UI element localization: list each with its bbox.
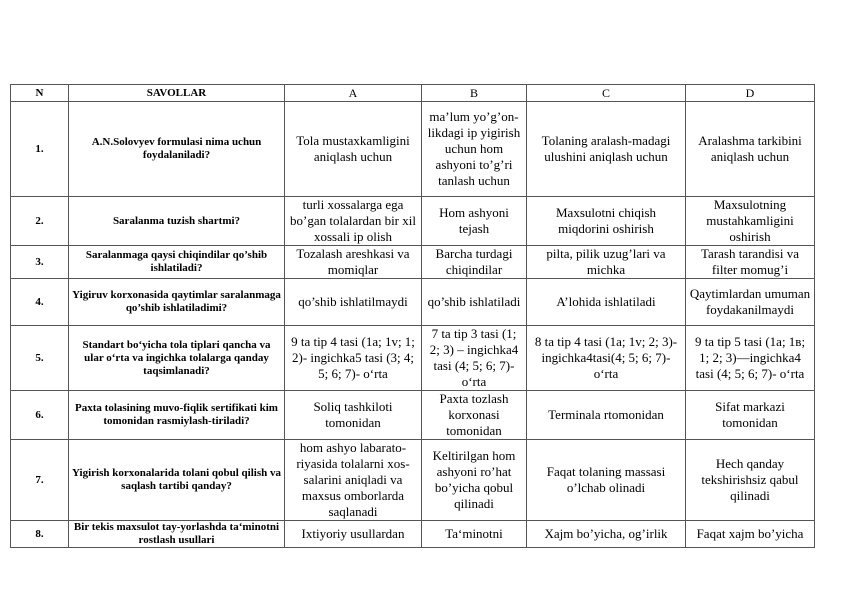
row-number: 7. <box>11 440 69 521</box>
answer-a: hom ashyo labarato-riyasida tolalarni xos-salarini aniqladi va maxsus omborlarda saqlanadi <box>285 440 422 521</box>
answer-d: Maxsulotning mustahkamligini oshirish <box>686 197 815 246</box>
question-text: A.N.Solovyev formulasi nima uchun foydalaniladi? <box>69 102 285 197</box>
question-text: Yigiruv korxonasida qaytimlar saralanmaga qo’shib ishlatiladimi? <box>69 279 285 326</box>
answer-c: Tolaning aralash-madagi ulushini aniqlash uchun <box>527 102 686 197</box>
answer-c: pilta, pilik uzug’lari va michka <box>527 246 686 279</box>
answer-a: turli xossalarga ega bo’gan tolalardan bir xil xossali ip olish <box>285 197 422 246</box>
answer-d: Qaytimlardan umuman foydakanilmaydi <box>686 279 815 326</box>
answer-b: qo’shib ishlatiladi <box>422 279 527 326</box>
answer-a: qo’shib ishlatilmaydi <box>285 279 422 326</box>
row-number: 4. <box>11 279 69 326</box>
answer-b: Hom ashyoni tejash <box>422 197 527 246</box>
answer-b: Barcha turdagi chiqindilar <box>422 246 527 279</box>
row-number: 2. <box>11 197 69 246</box>
table-row <box>11 440 815 521</box>
answer-b: Keltirilgan hom ashyoni ro’hat bo’yicha qobul qilinadi <box>422 440 527 521</box>
answer-d: Sifat markazi tomonidan <box>686 391 815 440</box>
table-row <box>11 197 815 246</box>
answer-c: 8 ta tip 4 tasi (1a; 1v; 2; 3)-ingichka4tasi(4; 5; 6; 7)- o‘rta <box>527 326 686 391</box>
answer-c: Terminala rtomonidan <box>527 391 686 440</box>
answer-b: Paxta tozlash korxonasi tomonidan <box>422 391 527 440</box>
header-c: C <box>527 85 686 102</box>
row-number: 8. <box>11 521 69 548</box>
row-number: 6. <box>11 391 69 440</box>
header-n: N <box>11 85 69 102</box>
table-row <box>11 521 815 548</box>
answer-d: Hech qanday tekshirishsiz qabul qilinadi <box>686 440 815 521</box>
question-text: Saralanmaga qaysi chiqindilar qo’shib ishlatiladi? <box>69 246 285 279</box>
header-d: D <box>686 85 815 102</box>
answer-a: Tozalash areshkasi va momiqlar <box>285 246 422 279</box>
answer-c: A’lohida ishlatiladi <box>527 279 686 326</box>
table-row <box>11 391 815 440</box>
row-number: 3. <box>11 246 69 279</box>
answer-b: ma’lum yo’g’on-likdagi ip yigirish uchun hom ashyoni to’g’ri tanlash uchun <box>422 102 527 197</box>
header-a: A <box>285 85 422 102</box>
answer-d: 9 ta tip 5 tasi (1a; 1в; 1; 2; 3)—ingichka4 tasi (4; 5; 6; 7)- o‘rta <box>686 326 815 391</box>
question-text: Bir tekis maxsulot tay-yorlashda ta‘minotni rostlash usullari <box>69 521 285 548</box>
questions-table <box>10 84 815 548</box>
answer-c: Maxsulotni chiqish miqdorini oshirish <box>527 197 686 246</box>
question-text: Yigirish korxonalarida tolani qobul qilish va saqlash tartibi qanday? <box>69 440 285 521</box>
row-number: 1. <box>11 102 69 197</box>
header-b: B <box>422 85 527 102</box>
answer-a: Soliq tashkiloti tomonidan <box>285 391 422 440</box>
answer-c: Xajm bo’yicha, og’irlik <box>527 521 686 548</box>
table-row <box>11 246 815 279</box>
question-text: Paxta tolasining muvo-fiqlik sertifikati kim tomonidan rasmiylash-tiriladi? <box>69 391 285 440</box>
answer-c: Faqat tolaning massasi o’lchab olinadi <box>527 440 686 521</box>
table-header-row <box>11 85 815 102</box>
answer-a: 9 ta tip 4 tasi (1a; 1v; 1; 2)- ingichka5 tasi (3; 4; 5; 6; 7)- o‘rta <box>285 326 422 391</box>
answer-a: Tola mustaxkamligini aniqlash uchun <box>285 102 422 197</box>
answer-b: 7 ta tip 3 tasi (1; 2; 3) – ingichka4 tasi (4; 5; 6; 7)- o‘rta <box>422 326 527 391</box>
answer-d: Tarash tarandisi va filter momug’i <box>686 246 815 279</box>
answer-d: Faqat xajm bo’yicha <box>686 521 815 548</box>
question-text: Saralanma tuzish shartmi? <box>69 197 285 246</box>
table-row <box>11 326 815 391</box>
question-text: Standart bo‘yicha tola tiplari qancha va ular o‘rta va ingichka tolalarga qanday taqsimlanadi? <box>69 326 285 391</box>
answer-b: Ta‘minotni <box>422 521 527 548</box>
table-row <box>11 102 815 197</box>
row-number: 5. <box>11 326 69 391</box>
answer-a: Ixtiyoriy usullardan <box>285 521 422 548</box>
header-savollar: SAVOLLAR <box>69 85 285 102</box>
answer-d: Aralashma tarkibini aniqlash uchun <box>686 102 815 197</box>
table-row <box>11 279 815 326</box>
